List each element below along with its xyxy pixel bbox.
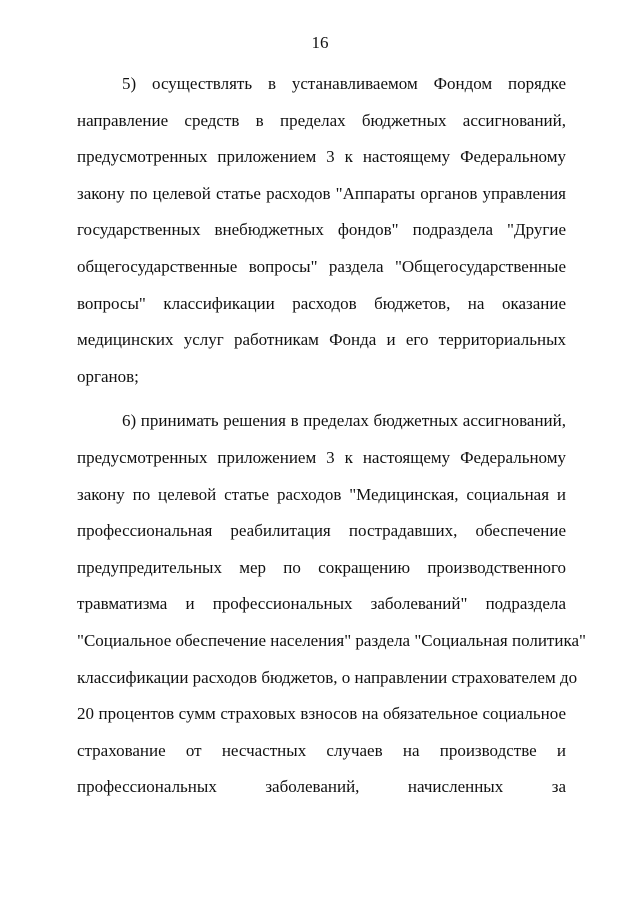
paragraph-item-5	[77, 66, 566, 395]
text-line: 5) осуществлять в устанавливаемом Фондом порядке	[122, 74, 566, 93]
text-line: 6) принимать решения в пределах бюджетных ассигнований,	[122, 411, 566, 431]
text-line: вопросы" классификации расходов бюджетов, на оказание	[77, 293, 566, 313]
text-line: "Социальное обеспечение населения" раздела "Социальная политика"	[77, 630, 586, 650]
body-text	[77, 66, 586, 806]
text-line: 20 процентов сумм страховых взносов на обязательное социальное	[77, 704, 566, 724]
text-line: предусмотренных приложением 3 к настоящему Федеральному	[77, 147, 566, 167]
text-line: общегосударственные вопросы" раздела "Общегосударственные	[77, 256, 566, 276]
text-line: предупредительных мер по сокращению производственного	[77, 557, 566, 577]
text-line: направление средств в пределах бюджетных ассигнований,	[77, 110, 566, 130]
text-line: травматизма и профессиональных заболеваний" подраздела	[77, 594, 566, 614]
text-line: закону по целевой статье расходов "Медицинская, социальная и	[77, 484, 566, 504]
text-line: государственных внебюджетных фондов" подраздела "Другие	[77, 220, 566, 240]
text-line: органов;	[77, 366, 139, 386]
text-line: классификации расходов бюджетов, о направлении страхователем до	[77, 667, 578, 687]
text-line: профессиональных заболеваний, начисленных за	[77, 777, 566, 797]
text-line: закону по целевой статье расходов "Аппараты органов управления	[77, 183, 566, 203]
text-line: профессиональная реабилитация пострадавших, обеспечение	[77, 521, 566, 541]
text-line: страхование от несчастных случаев на производстве и	[77, 740, 566, 760]
text-line: предусмотренных приложением 3 к настоящему Федеральному	[77, 447, 566, 467]
text-line: медицинских услуг работникам Фонда и его территориальных	[77, 330, 566, 350]
page-number: 16	[311, 33, 329, 52]
paragraph-item-6	[77, 403, 586, 806]
